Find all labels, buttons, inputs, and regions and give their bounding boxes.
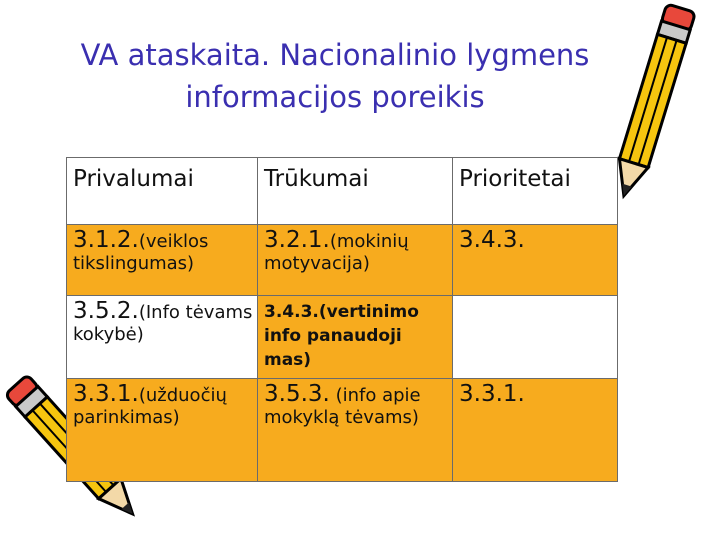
table-cell	[258, 379, 453, 482]
table-row	[67, 296, 618, 379]
cell-code: 3.5.2.	[73, 298, 139, 324]
table-cell	[453, 296, 618, 379]
table-cell	[258, 296, 453, 379]
cell-description: 3.4.3.(vertinimo info panaudoji mas)	[264, 302, 419, 370]
priorities-table	[66, 157, 618, 482]
cell-code: 3.3.1.	[73, 381, 139, 407]
table-row	[67, 379, 618, 482]
table-row	[67, 225, 618, 296]
slide-title-line-1: VA ataskaita. Nacionalinio lygmens	[80, 38, 590, 72]
table-cell	[67, 379, 258, 482]
cell-code: 3.3.1.	[459, 381, 525, 407]
table-cell	[258, 225, 453, 296]
table-cell	[67, 296, 258, 379]
cell-code: 3.4.3.	[459, 227, 525, 253]
cell-description: (veiklos tikslingumas)	[73, 231, 209, 274]
cell-description: (mokinių motyvacija)	[264, 231, 409, 274]
table-cell	[453, 379, 618, 482]
table-cell	[453, 225, 618, 296]
cell-code: 3.5.3.	[264, 381, 330, 407]
table-cell	[67, 225, 258, 296]
header-prioritetai: Prioritetai	[453, 158, 618, 225]
slide-title-line-2: informacijos poreikis	[185, 80, 485, 114]
header-trukumai: Trūkumai	[258, 158, 453, 225]
cell-description: (užduočių parinkimas)	[73, 385, 227, 428]
cell-code: 3.2.1.	[264, 227, 330, 253]
header-privalumai: Privalumai	[67, 158, 258, 225]
slide-title	[30, 34, 640, 118]
cell-description: (Info tėvams kokybė)	[73, 302, 253, 345]
table-header-row	[67, 158, 618, 225]
cell-description: (info apie mokyklą tėvams)	[264, 385, 421, 428]
cell-code: 3.1.2.	[73, 227, 139, 253]
